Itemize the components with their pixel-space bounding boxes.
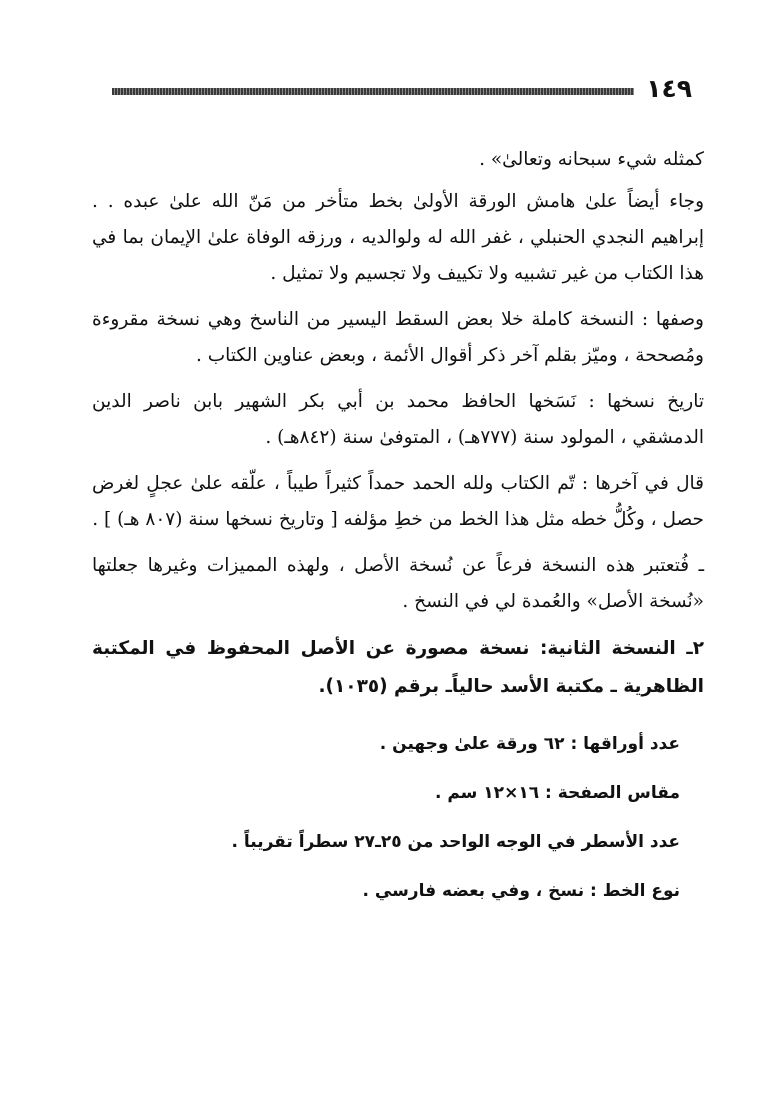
page-header xyxy=(112,74,712,104)
spec-folios: عدد أوراقها : ٦٢ ورقة علىٰ وجهين . xyxy=(379,734,680,754)
spec-page-size: مقاس الصفحة : ١٦×١٢ سم . xyxy=(434,783,680,803)
paragraph-description: وصفها : النسخة كاملة خلا بعض السقط اليسير من الناسخ وهي نسخة مقروءة ومُصححة ، وميّز بقلم آخر ذكر أقوال الأئمة ، وبعض عناوين الكتاب . xyxy=(92,309,704,366)
spec-lines-per-page: عدد الأسطر في الوجه الواحد من ٢٥ـ٢٧ سطراً تقريباً . xyxy=(231,832,680,852)
section-heading: ٢ـ النسخة الثانية: نسخة مصورة عن الأصل المحفوظ في المكتبة الظاهرية ـ مكتبة الأسد حالياًـ برقم (١٠٣٥). xyxy=(92,638,704,697)
paragraph-conclusion: ـ فُتعتبر هذه النسخة فرعاً عن نُسخة الأصل ، ولهذه المميزات وغيرها جعلتها «نُسخة الأصل» والعُمدة لي في النسخ . xyxy=(92,555,704,612)
page-body xyxy=(92,142,704,916)
spec-script-type: نوع الخط : نسخ ، وفي بعضه فارسي . xyxy=(362,881,680,901)
paragraph-copy-date: تاريخ نسخها : نَسَخها الحافظ محمد بن أبي بكر الشهير بابن ناصر الدين الدمشقي ، المولود سنة (٧٧٧هـ) ، المتوفىٰ سنة (٨٤٢هـ) . xyxy=(92,391,704,448)
paragraph-colophon: قال في آخرها : تّم الكتاب ولله الحمد حمداً كثيراً طيباً ، علّقه علىٰ عجلٍ لغرض حصل ، وكُلُّ خطه مثل هذا الخط من خطِ مؤلفه [ وتاريخ نسخها سنة (٨٠٧ هـ) ] . xyxy=(92,473,705,530)
header-rule xyxy=(112,88,634,95)
page-number: ١٤٩ xyxy=(646,74,692,103)
paragraph-continuation: كمثله شيء سبحانه وتعالىٰ» . xyxy=(479,149,704,170)
paragraph-margin-note: وجاء أيضاً علىٰ هامش الورقة الأولىٰ بخط متأخر من مَنّ الله علىٰ عبده . . إبراهيم النجدي الحنبلي ، غفر الله له ولوالديه ، ورزقه الوفاة علىٰ الإيمان بما في هذا الكتاب من غير تشبيه ولا تكييف ولا تجسيم ولا تمثيل . xyxy=(92,191,704,284)
